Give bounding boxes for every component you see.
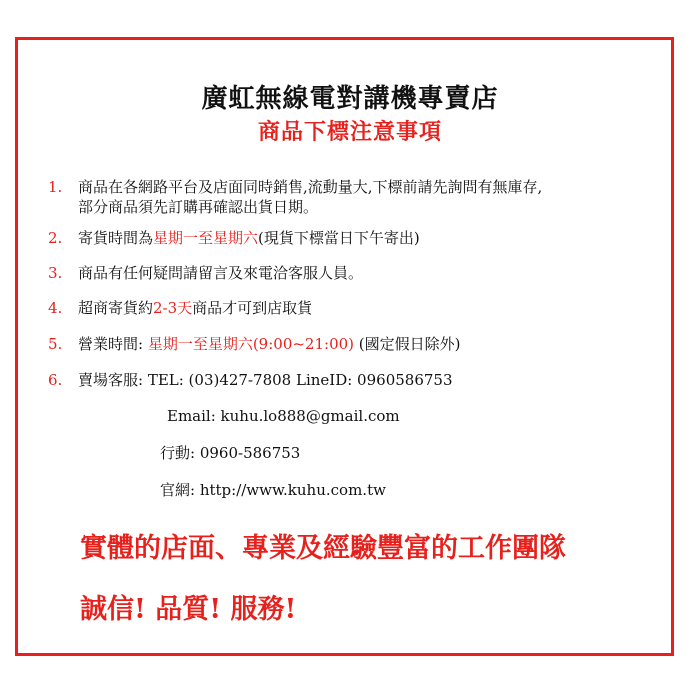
item-text: 賣場客服: TEL: (03)427-7808 LineID: 0960586753 [78,371,453,389]
notice-item-4 [48,298,312,318]
item-number: 1. [48,178,63,196]
item-number: 4. [48,299,63,317]
item-number: 5. [48,335,63,353]
notice-subtitle: 商品下標注意事項 [257,119,442,145]
notice-item-6 [48,370,453,390]
contact-email: Email: kuhu.lo888@gmail.com [167,407,400,425]
item-text: 商品有任何疑問請留言及來電洽客服人員。 [78,264,364,282]
item-text: 寄貨時間為 [78,229,154,247]
slogan-team: 實體的店面、專業及經驗豐富的工作團隊 [80,533,566,564]
item-number: 3. [48,264,63,282]
item-text: (國定假日除外) [354,335,461,353]
item-number: 2. [48,229,63,247]
item-highlight: 2-3天 [153,299,193,317]
item-text: 超商寄貨約 [78,299,154,317]
contact-website: 官網: http://www.kuhu.com.tw [160,481,386,499]
store-title: 廣虹無線電對講機專賣店 [201,84,499,114]
item-text: 營業時間: [78,335,148,353]
item-text-continued: 部分商品須先訂購再確認出貨日期。 [78,198,319,216]
slogan-values: 誠信! 品質! 服務! [80,594,297,625]
notice-item-3 [48,263,363,283]
item-highlight: 星期一至星期六(9:00~21:00) [147,335,355,353]
notice-item-5 [48,334,461,354]
notice-item-2 [48,228,420,248]
notice-item-1 [48,177,542,217]
item-text: (現貨下標當日下午寄出) [258,229,420,247]
item-highlight: 星期一至星期六 [153,229,259,247]
contact-mobile: 行動: 0960-586753 [160,444,301,462]
item-text: 商品在各網路平台及店面同時銷售,流動量大,下標前請先詢問有無庫存, [78,178,543,196]
item-text: 商品才可到店取貨 [192,299,313,317]
item-number: 6. [48,371,63,389]
